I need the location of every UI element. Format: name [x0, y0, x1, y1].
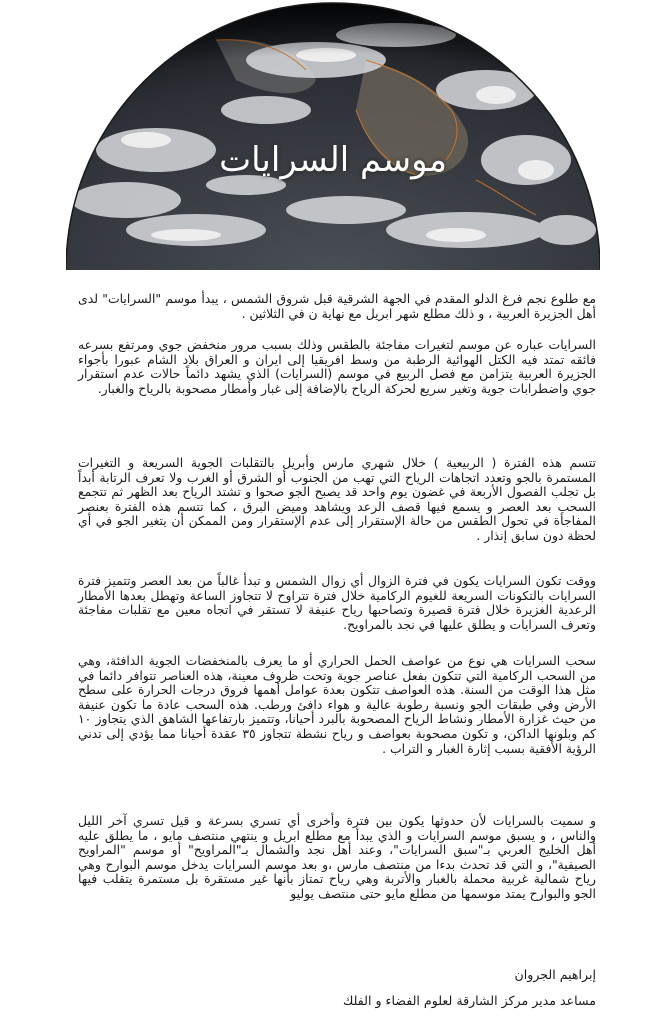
earth-globe-graphic: [66, 0, 600, 270]
paragraph: السرايات عباره عن موسم لتغيرات مفاجئة بالطقس وذلك بسبب مرور منخفض جوي ومرتفع بسرعه فائقه تمتد فيه الكتل الهوائية الرطبة من وسط افريقيا إلى ايران و العراق بلاد الشام عبورا بأجواء الجزيرة العربية يتزامن مع فصل الربيع في موسم (السرايات) الذي يشهد دائماً حالات عدم استقرار جوي واضطرابات جوية وتغير سريع لحركة الرياح بالإضافة إلى غبار وأمطار مصحوبة بالرياح والغبار.: [78, 337, 596, 396]
paragraph: ووقت تكون السرايات يكون في فترة الزوال أي زوال الشمس و تبدأ غالباً من بعد العصر وتتميز فترة السرايات بالتكونات السريعة للغيوم الركامية خلال فترة تتراوح لا تتجاوز الساعة وتهطل بعدها الأمطار الرعدية الغزيرة خلال فترة قصيرة وتصاحبها رياح عنيفة لا تستقر في اتجاه معين مع تقلبات مفاجئة وتعرف السرايات و يطلق عليها في نجد بالمراويح.: [78, 573, 596, 632]
paragraph: تتسم هذه الفترة ( الربيعية ) خلال شهري مارس وأبريل بالتقلبات الجوية السريعة و التغيرات المستمرة بالجو وتعدد اتجاهات الرياح التي تهب من الجنوب أو الشرق أو الغرب ولا تعرف الرتابة أبداً بل تجلب الفصول الأربعة في غضون يوم واحد قد يصبح الجو صحوا و تشتد الرياح بعد الظهر ثم تتجمع السحب بعد العصر و يسمع فيها قصف الرعد ويشاهد وميض البرق ، كما تتسم هذه الفترة بعنصر المفاجأة في تحول الطقس من حالة الإستقرار إلى عدم الإستقرار ومن الممكن أن يتغير الجو في أي لحظة دون سابق إنذار .: [78, 455, 596, 543]
paragraph: سحب السرايات هي نوع من عواصف الحمل الحراري أو ما يعرف بالمنخفضات الجوية الدافئة، وهي من السحب الركامية التي تتكون بفعل عناصر جوية وتحت ظروف معينة، هذه العناصر تتوافر دائما في مثل هذا الوقت من السنة. هذه العواصف تتكون بعدة عوامل أهمها فروق درجات الحرارة على سطح الأرض وفي طبقات الجو ونسبة رطوبة عالية و هواء دافئ ورطب. هذه السحب عادة ما تكون عنيفة من حيث غزارة الأمطار ونشاط الرياح المصحوبة بالبرد أحيانا، وتتميز بارتفاعها الشاهق الذي يتجاوز ١٠ كم وبلونها الداكن، و تكون مصحوبة بعواصف و رياح نشطة تتجاوز ٣٥ عقدة أحيانا مما يؤدي إلى تدني الرؤية الأفقية بسبب إثارة الغبار و التراب .: [78, 653, 597, 756]
paragraph: مع طلوع نجم فرغ الدلو المقدم في الجهة الشرقية قبل شروق الشمس ، يبدأ موسم "السرايات" لدى أهل الجزيرة العربية ، و ذلك مطلع شهر ابريل مع نهاية ن في الثلاثين .: [78, 291, 596, 321]
paragraph: و سميت بالسرايات لأن حدوثها يكون بين فترة وأخرى أي تسري بسرعة و قيل تسري آخر الليل والناس ، و يسبق موسم السرايات و الذي يبدأ مع مطلع ابريل و ينتهي منتصف مايو ، ما يطلق عليه أهل الخليج العربي بـ"سبق السرايات"، وعند أهل نجد والشمال بـ"المراويح" أو موسم "المراويح الصيفية"، و التي قد تحدث بدءا من منتصف مارس ،و بعد موسم السرايات يدخل موسم البوارح وهي رياح شمالية غربية محملة بالغبار والأتربة وهي رياح تمتاز بأنها غير مستقرة بل مستمرة يتقلب فيها الجو والبوارح يمتد موسمها من مطلع مايو حتى منتصف يوليو: [78, 813, 596, 901]
author-name: إبراهيم الجروان: [514, 967, 596, 982]
page-title: موسم السرايات: [219, 140, 447, 180]
author-title: مساعد مدير مركز الشارقة لعلوم الفضاء و الفلك: [342, 993, 596, 1008]
satellite-earth-image: [66, 0, 600, 270]
